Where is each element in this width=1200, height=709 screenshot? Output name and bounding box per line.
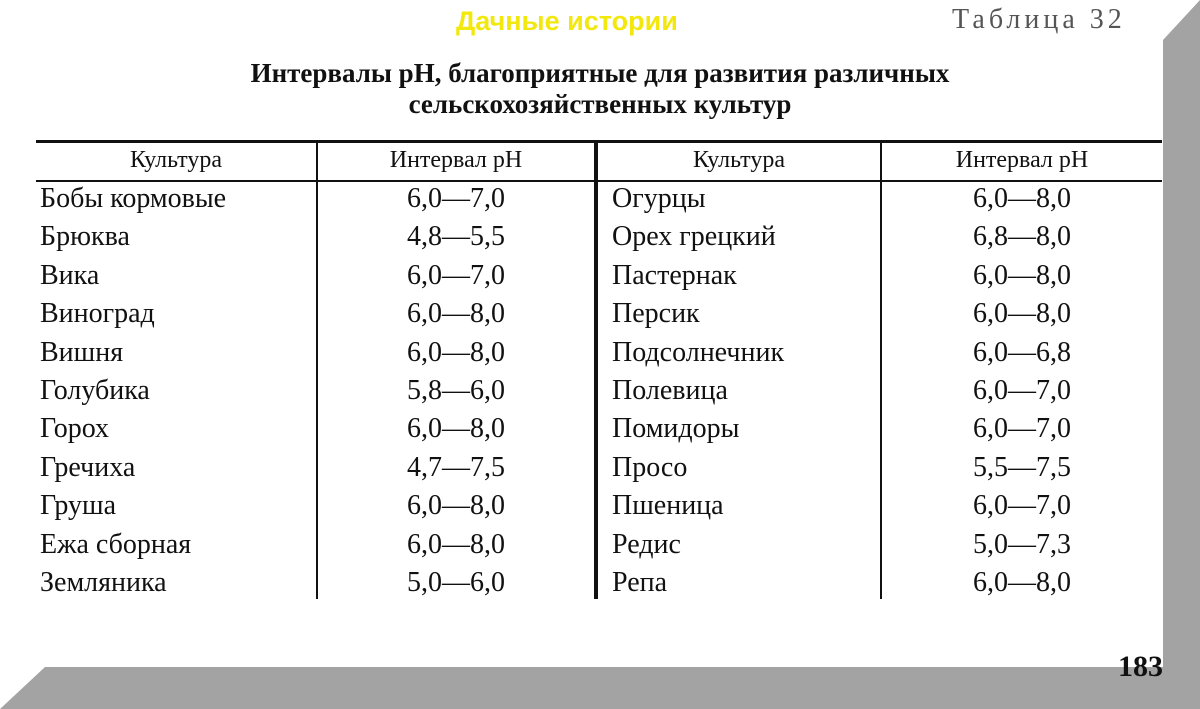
crop-name-right: Пастернак: [612, 259, 737, 291]
page-number: 183: [1118, 650, 1163, 683]
crop-name-left: Земляника: [40, 567, 167, 598]
crop-name-left: Бобы кормовые: [40, 183, 227, 214]
ph-interval-right: 6,0—8,0: [973, 567, 1071, 598]
ph-interval-right: 6,0—8,0: [973, 298, 1071, 330]
crop-name-right: Репа: [612, 567, 668, 598]
crop-name-right: Подсолнечник: [612, 336, 785, 368]
ph-interval-right: 6,0—8,0: [973, 183, 1071, 214]
crop-name-left: Горох: [40, 413, 110, 445]
ph-interval-left: 6,0—8,0: [407, 528, 505, 560]
table-top-rule: [36, 140, 1162, 143]
table-title-line-2: сельскохозяйственных культур: [408, 89, 792, 119]
crop-name-left: Гречиха: [40, 451, 136, 483]
ph-interval-left: 6,0—7,0: [407, 259, 505, 291]
table-title-line-1: Интервалы pH, благоприятные для развития различных: [250, 58, 950, 88]
crop-name-right: Просо: [612, 451, 688, 483]
crop-name-right: Редис: [612, 528, 681, 560]
table-row: [0, 413, 1163, 451]
ph-interval-left: 4,7—7,5: [407, 451, 505, 483]
crop-name-right: Орех грецкий: [612, 221, 776, 253]
column-header-ph-left: Интервал pH: [389, 147, 523, 173]
ph-interval-left: 5,8—6,0: [407, 375, 505, 406]
crop-name-left: Вика: [40, 259, 100, 291]
table-row: [0, 452, 1163, 490]
ph-interval-right: 6,8—8,0: [973, 221, 1071, 253]
crop-name-left: Ежа сборная: [40, 528, 192, 560]
ph-interval-right: 6,0—7,0: [973, 413, 1071, 445]
crop-name-left: Груша: [40, 490, 117, 522]
table-row: [0, 567, 1163, 605]
ph-interval-left: 6,0—8,0: [407, 336, 505, 368]
column-header-crop-right: Культура: [693, 147, 785, 173]
crop-name-right: Полевица: [612, 375, 728, 406]
table-row: [0, 183, 1163, 221]
ph-interval-left: 5,0—6,0: [407, 567, 505, 598]
table-row: [0, 260, 1163, 298]
table-row: [0, 529, 1163, 567]
table-header-rule: [36, 180, 1162, 182]
ph-interval-right: 6,0—6,8: [973, 336, 1071, 368]
ph-interval-right: 6,0—7,0: [973, 490, 1071, 522]
crop-name-right: Огурцы: [612, 183, 706, 214]
table-row: [0, 375, 1163, 413]
crop-name-left: Вишня: [40, 336, 124, 368]
crop-name-right: Пшеница: [612, 490, 724, 522]
ph-interval-right: 5,0—7,3: [973, 528, 1071, 560]
crop-name-left: Голубика: [40, 375, 150, 406]
ph-interval-left: 6,0—8,0: [407, 413, 505, 445]
ph-interval-left: 6,0—7,0: [407, 183, 505, 214]
crop-name-left: Виноград: [40, 298, 155, 330]
table-row: [0, 221, 1163, 259]
crop-name-left: Брюква: [40, 221, 130, 253]
column-header-crop-left: Культура: [130, 147, 222, 173]
table-number: Таблица 32: [952, 4, 1126, 35]
table-row: [0, 490, 1163, 528]
table-title: [0, 58, 1200, 120]
table-row: [0, 337, 1163, 375]
crop-name-right: Персик: [612, 298, 700, 330]
ph-interval-left: 4,8—5,5: [407, 221, 505, 253]
column-header-ph-right: Интервал pH: [955, 147, 1089, 173]
table-row: [0, 298, 1163, 336]
page-shadow-bottom: [0, 667, 1200, 709]
ph-interval-right: 5,5—7,5: [973, 451, 1071, 483]
ph-interval-left: 6,0—8,0: [407, 298, 505, 330]
site-label: Дачные истории: [456, 6, 678, 36]
ph-interval-right: 6,0—7,0: [973, 375, 1071, 406]
crop-name-right: Помидоры: [612, 413, 740, 445]
ph-interval-left: 6,0—8,0: [407, 490, 505, 522]
ph-interval-right: 6,0—8,0: [973, 259, 1071, 291]
